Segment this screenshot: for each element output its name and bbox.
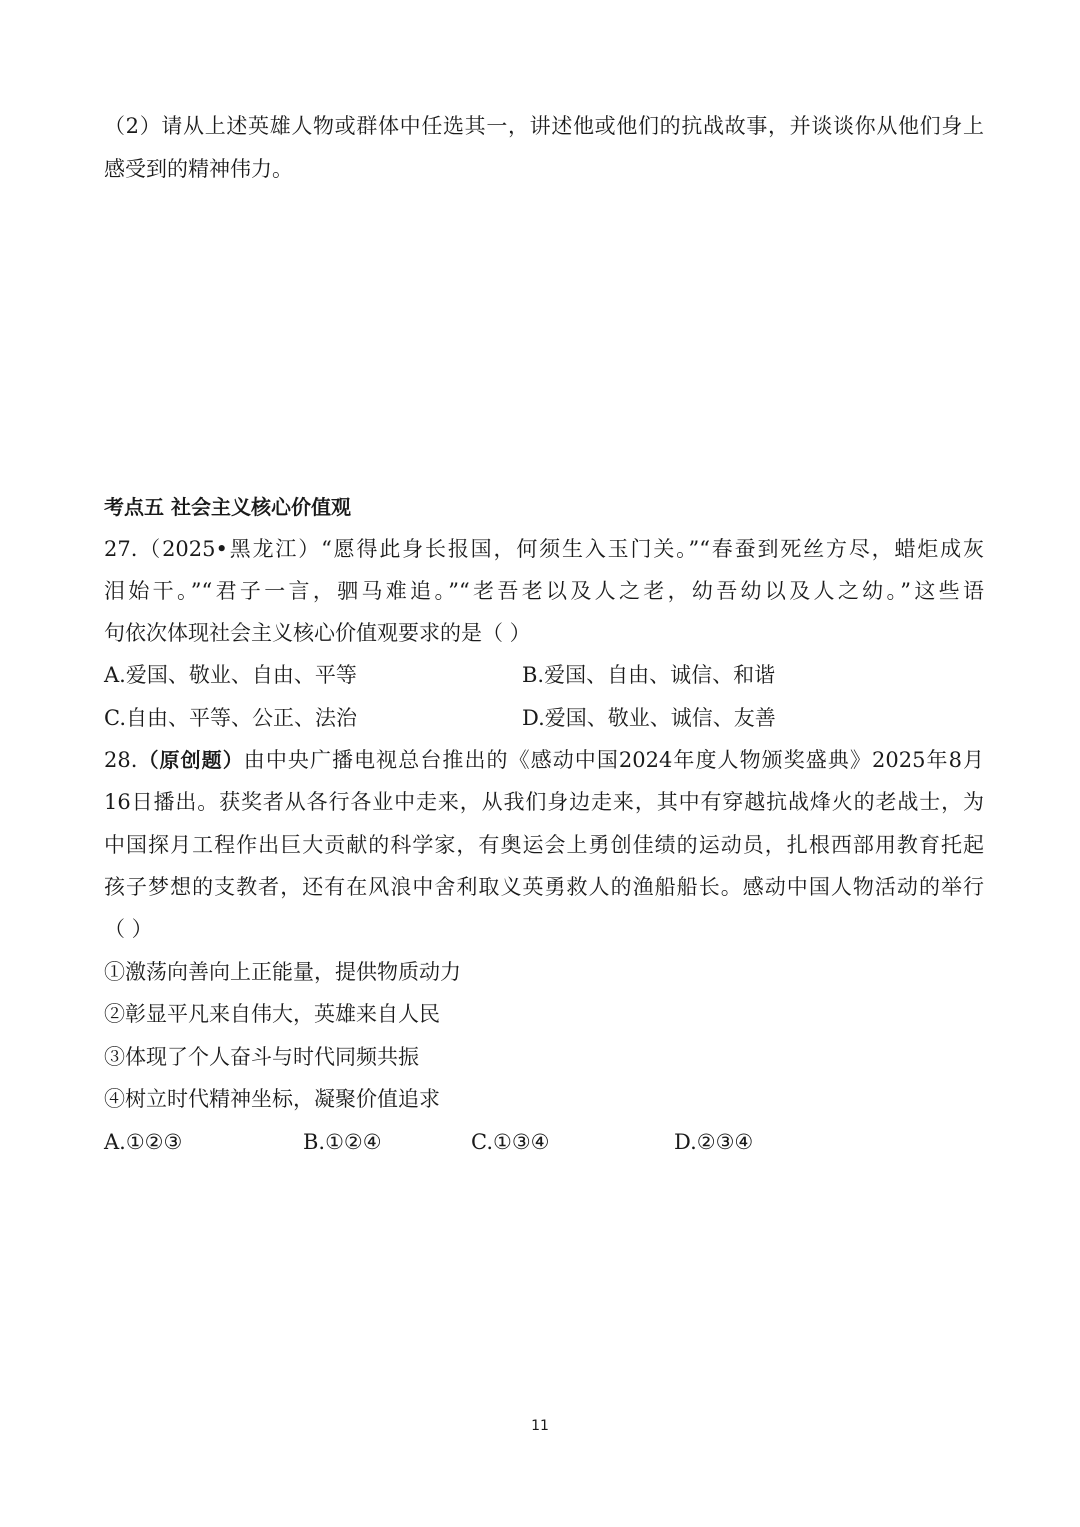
q27-line3: 句依次体现社会主义核心价值观要求的是（ ） — [104, 621, 531, 645]
q28-line1 — [104, 745, 984, 775]
q27-line2: 泪始干。”“君子一言，驷马难追。”“老吾老以及人之老，幼吾幼以及人之幼。”这些语 — [104, 579, 984, 603]
q28-statement-4: ④树立时代精神坐标，凝聚价值追求 — [104, 1087, 440, 1111]
q28-number: 28. — [104, 748, 138, 772]
q28-statement-2: ②彰显平凡来自伟大，英雄来自人民 — [104, 1002, 440, 1026]
page-number: 11 — [531, 1418, 549, 1434]
q28-statement-3: ③体现了个人奋斗与时代同频共振 — [104, 1045, 419, 1069]
q28-line1-text: 由中央广播电视总台推出的《感动中国2024年度人物颁奖盛典》2025年8月 — [243, 748, 984, 772]
q28-option-a: A.①②③ — [104, 1130, 183, 1154]
q28-line5: （ ） — [104, 917, 153, 941]
q28-line4: 孩子梦想的支教者，还有在风浪中舍利取义英勇救人的渔船船长。感动中国人物活动的举行 — [104, 875, 984, 899]
q27-option-b: B.爱国、自由、诚信、和谐 — [522, 663, 776, 687]
q27-line1: 27.（2025•黑龙江）“愿得此身长报国，何须生入玉门关。”“春蚕到死丝方尽，蜡炬成灰 — [104, 537, 984, 561]
q28-option-d: D.②③④ — [674, 1130, 754, 1154]
section-heading: 考点五 社会主义核心价值观 — [104, 495, 351, 519]
q26-part2-line2: 感受到的精神伟力。 — [104, 157, 293, 181]
q26-part2-line1: （2）请从上述英雄人物或群体中任选其一，讲述他或他们的抗战故事，并谈谈你从他们身上 — [104, 114, 984, 138]
q27-option-a: A.爱国、敬业、自由、平等 — [104, 663, 357, 687]
q28-statement-1: ①激荡向善向上正能量，提供物质动力 — [104, 960, 461, 984]
q28-option-c: C.①③④ — [471, 1130, 550, 1154]
q27-option-c: C.自由、平等、公正、法治 — [104, 706, 357, 730]
q28-line3: 中国探月工程作出巨大贡献的科学家，有奥运会上勇创佳绩的运动员，扎根西部用教育托起 — [104, 833, 984, 857]
q27-option-d: D.爱国、敬业、诚信、友善 — [522, 706, 776, 730]
q28-tag: （原创题） — [137, 748, 244, 772]
q28-option-b: B.①②④ — [303, 1130, 382, 1154]
q28-line2: 16日播出。获奖者从各行各业中走来，从我们身边走来，其中有穿越抗战烽火的老战士，为 — [104, 790, 984, 814]
